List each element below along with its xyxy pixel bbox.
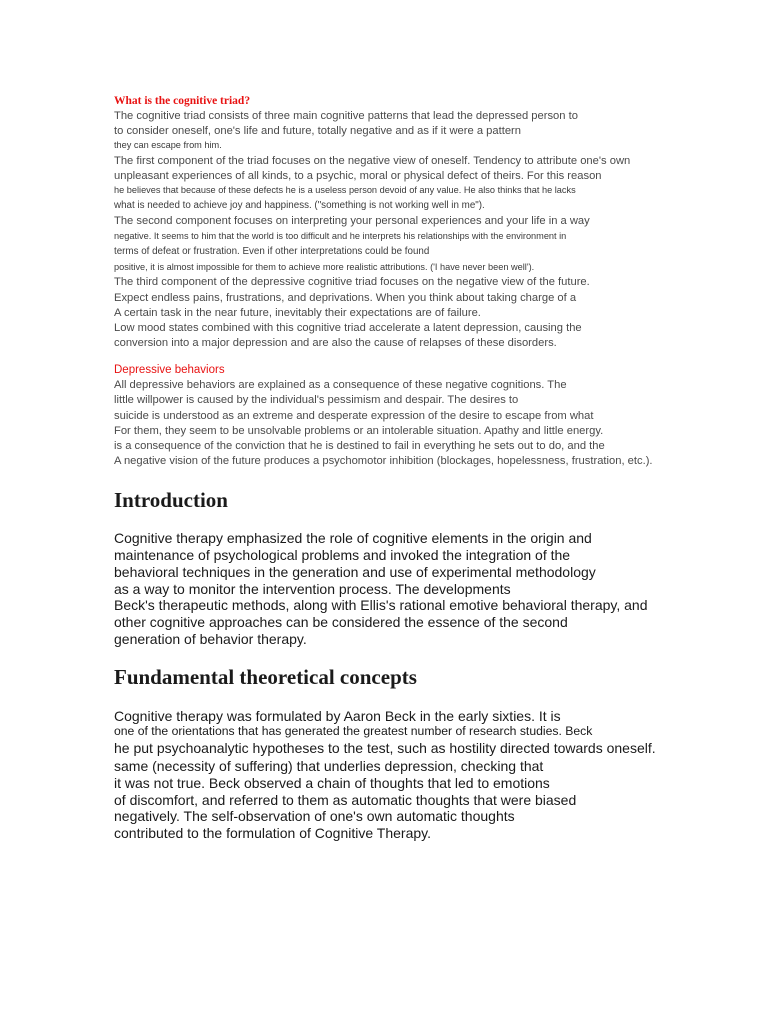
introduction-line: Cognitive therapy emphasized the role of cognitive elements in the origin and xyxy=(114,530,592,546)
introduction-line: generation of behavior therapy. xyxy=(114,631,307,647)
triad-line: Low mood states combined with this cognitive triad accelerate a latent depression, causing the xyxy=(114,322,582,334)
triad-line: The third component of the depressive cognitive triad focuses on the negative view of the future. xyxy=(114,276,590,288)
behaviors-heading: Depressive behaviors xyxy=(114,364,225,376)
triad-line: terms of defeat or frustration. Even if other interpretations could be found xyxy=(114,246,430,257)
triad-line: The second component focuses on interpreting your personal experiences and your life in a way xyxy=(114,215,590,227)
triad-line: conversion into a major depression and are also the cause of relapses of these disorders. xyxy=(114,337,557,349)
behaviors-line: is a consequence of the conviction that he is destined to fail in everything he sets out to do, and the xyxy=(114,440,605,452)
triad-line: they can escape from him. xyxy=(114,140,222,150)
introduction-line: as a way to monitor the intervention process. The developments xyxy=(114,581,511,597)
triad-line: A certain task in the near future, inevitably their expectations are of failure. xyxy=(114,307,481,319)
triad-line: negative. It seems to him that the world is too difficult and he interprets his relationships with the environment in xyxy=(114,231,567,241)
triad-line: The cognitive triad consists of three main cognitive patterns that lead the depressed person to xyxy=(114,110,578,122)
fundamental-line: Cognitive therapy was formulated by Aaron Beck in the early sixties. It is xyxy=(114,708,561,724)
behaviors-line: All depressive behaviors are explained as a consequence of these negative cognitions. The xyxy=(114,379,567,391)
triad-line: The first component of the triad focuses on the negative view of oneself. Tendency to attribute one's own xyxy=(114,155,631,167)
triad-line: positive, it is almost impossible for them to achieve more realistic attributions. ('I have never been well'). xyxy=(114,262,535,272)
behaviors-line: For them, they seem to be unsolvable problems or an intolerable situation. Apathy and little energy. xyxy=(114,425,604,437)
fundamental-line: contributed to the formulation of Cognitive Therapy. xyxy=(114,825,431,841)
introduction-heading: Introduction xyxy=(114,488,228,512)
fundamental-line: negatively. The self-observation of one's own automatic thoughts xyxy=(114,808,515,824)
fundamental-line: it was not true. Beck observed a chain of thoughts that led to emotions xyxy=(114,775,550,791)
fundamental-heading: Fundamental theoretical concepts xyxy=(114,665,417,689)
fundamental-line: one of the orientations that has generated the greatest number of research studies. Beck xyxy=(114,724,593,738)
triad-line: he believes that because of these defects he is a useless person devoid of any value. He also thinks that he lacks xyxy=(114,185,576,195)
triad-heading: What is the cognitive triad? xyxy=(114,95,251,107)
fundamental-line: he put psychoanalytic hypotheses to the test, such as hostility directed towards oneself. xyxy=(114,740,656,756)
introduction-line: Beck's therapeutic methods, along with Ellis's rational emotive behavioral therapy, and xyxy=(114,597,648,613)
introduction-line: behavioral techniques in the generation and use of experimental methodology xyxy=(114,564,596,580)
triad-line: unpleasant experiences of all kinds, to a psychic, moral or physical defect of theirs. For this reason xyxy=(114,170,602,182)
introduction-line: other cognitive approaches can be considered the essence of the second xyxy=(114,614,568,630)
triad-line: to consider oneself, one's life and future, totally negative and as if it were a pattern xyxy=(114,125,521,137)
behaviors-line: A negative vision of the future produces a psychomotor inhibition (blockages, hopelessness, frustration, etc.). xyxy=(114,455,653,467)
triad-line: Expect endless pains, frustrations, and deprivations. When you think about taking charge of a xyxy=(114,292,577,304)
fundamental-line: same (necessity of suffering) that underlies depression, checking that xyxy=(114,758,544,774)
behaviors-line: little willpower is caused by the individual's pessimism and despair. The desires to xyxy=(114,394,519,406)
triad-line: what is needed to achieve joy and happiness. ("something is not working well in me"). xyxy=(114,200,485,211)
fundamental-line: of discomfort, and referred to them as automatic thoughts that were biased xyxy=(114,792,577,808)
behaviors-line: suicide is understood as an extreme and desperate expression of the desire to escape from what xyxy=(114,410,594,422)
introduction-line: maintenance of psychological problems and invoked the integration of the xyxy=(114,547,571,563)
